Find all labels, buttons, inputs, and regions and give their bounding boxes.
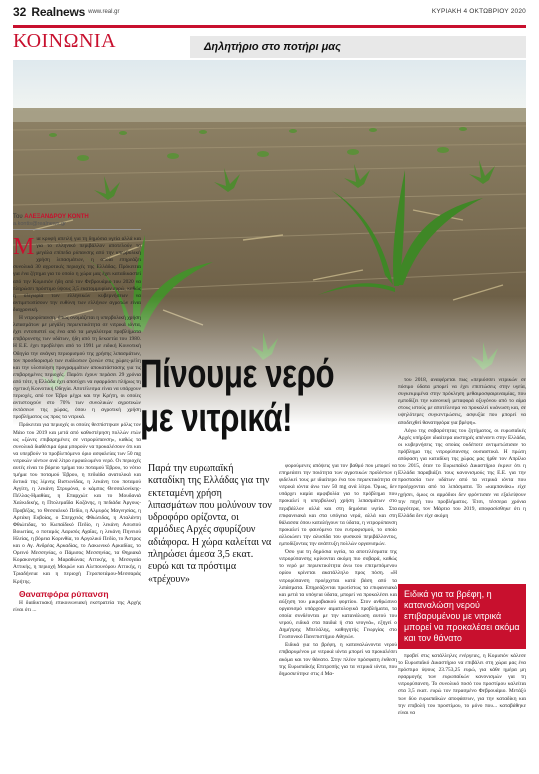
headline-line-2: με νιτρικά! <box>140 396 293 440</box>
site-url: www.real.gr <box>88 9 120 15</box>
section-tag-text: Δηλητήριο στο ποτήρι μας <box>204 41 341 53</box>
article-column-2 <box>279 463 397 763</box>
section-tag <box>190 36 526 58</box>
page-number: 32 <box>13 5 27 19</box>
byline-prefix: Του <box>13 214 23 220</box>
subheading: Θαναπφόρα ρύπανση <box>19 588 109 599</box>
pull-quote-text: Ειδικά για τα βρέφη, η καταναλώση νερού επιβαρυμένου με νιτρικά μπορεί να προκαλέσει ακόμα και τον θάνατο <box>404 589 520 643</box>
lead-paragraph <box>13 236 141 314</box>
byline <box>13 214 89 220</box>
section-title: ΚΟΙΝΩΝΙΑ <box>13 30 117 52</box>
pull-quote <box>398 584 526 649</box>
headline-line-1: Πίνουμε νερό <box>140 352 335 396</box>
article-column-1 <box>13 236 141 762</box>
brand-logo: Realnews <box>31 5 86 19</box>
author-email: a.kontis@realnews.gr <box>13 221 66 227</box>
article-column-right-top <box>398 377 526 580</box>
section-rule <box>13 25 526 28</box>
paragraph: Ειδικά για τα βρέφη, η καταναλώνοντα νερού επιβαρυμένου με νιτρικά ιόντα μπορεί να προκαλέσει ακόμα και τον θάνατο. Στην πλέον πρόσφατη έκθεση της Ευρωπαϊκής Επιτροπής για τα νιτρικά ιόντα, που δημοσιεύτηκε στις 4 Μα- <box>279 642 397 677</box>
issue-date: ΚΥΡΙΑΚΗ 4 ΟΚΤΩΒΡΙΟΥ 2020 <box>431 8 526 15</box>
paragraph: Όσο για τη δημόσια υγεία, τα αποτελέσματα της νιτρορύπανσης κρίνονται ακόμη πιο σοβαρά, καθώς το νερό με περιεκτικότητα άνω του επιτρεπόμενου ορίου κρίνεται ακατάλληλο προς πόση. «Η νιτρορύπανση προέρχεται κατά βάση από τα λιπάσματα. Επηρεάζονται πρωτίστως τα επιφανειακά και μετά τα υπόγεια ύδατα, μπορεί να προκαλέσει και αύξηση του μικροβιακού φορτίου. Στον ανθρώπινο οργανισμό υπάρχουν αιματολογικά προβλήματα, τα οποία συνδέονται με την κατανάλωση αυτού του νερού, ειδικά στα παιδιά ή στα νεογνά», εξηγεί ο Δημήτρης Μπελάλης, καθηγητής Γεωργίας στο Γεωπονικό Πανεπιστήμιο Αθηνών. <box>279 549 397 641</box>
standfirst: Παρά την ευρωπαϊκή καταδίκη της Ελλάδας για την εκτεταμένη χρήση λιπασμάτων που μολύνουν τον υδροφόρο ορίζοντα, οι αρμόδιες Αρχές σφυρίζουν αδιάφορα. Η χώρα καλείται να πληρώσει άμεσα 3,5 εκατ. ευρώ και τα πρόστιμα «τρέχουν» <box>148 463 272 585</box>
paragraph: Η νιτρορύπανση, όπως ονομάζεται η υπερβολική χρήση λιπασμάτων με μεγάλη περιεκτικότητα σε νιτρικά ιόντα, έχει εντοπιστεί ως ένα από τα μεγαλύτερα προβλήματα επιβάρυνσης των υδάτων, ήδη από τη δεκαετία του 1980. Η Ε.Ε. έχει προβλέψει από το 1991 με ειδική Κοινοτική Οδηγία την ανάγκη περιορισμού της χρήσης λιπασμάτων, τον προσδιορισμό των ευάλωτων ζωνών στις χώρες-μέλη και την υλοποίηση προγραμμάτων αποκατάστασης για τις επιβαρημένες περιοχές. Παρότι έχουν περάσει 29 χρόνια από τότε, η Ελλάδα έχει αποτύχει να εφαρμόσει πλήρως τη σχετική Κοινοτική Οδηγία. Αποτέλεσμα είναι να υπάρχουν περιοχές, από τον Έβρο μέχρι και την Κρήτη, οι οποίες αντιστοιχούν στο 70% των συνολικών αγροτικών εκτάσεων της χώρας, όπου η αγροτική χρήση προβλήματος ως προς τα νιτρικά. <box>13 315 141 421</box>
paragraph: φορούμενες απόψεις για τον βαθμό που μπορεί να επηρεάσει την ποιότητα των αγροτικών προϊόντων η φιδελκεί τους με ιδιαίτερο ένα του περιεκτικότητα σε νιτρικά ιόντα άνω των 50 mg ανά λίτρο. Όμως, δεν υπάρχει καμία αμφιβολία για το πρόβλημα που προκαλεί η υπερβολική χρήση λιπασμάτων στο περιβάλλον αλλά και στη δημόσια υγεία. Στα επιφανειακά και στα υπόγεια νερά, αλλά και στη θάλασσα όπου καταλήγουν τα ύδατα, η νιτρορύπανση προκαλεί το φαινόμενο του ευτροφισμού, το οποίο αλλοιώνει την αλυσίδα του φυσικού περιβάλλοντος, εμποδίζοντας την ανάπτυξη πολλών οργανισμών. <box>279 463 397 548</box>
paragraph: Η διαδικτυακή επικοινωνιακή εκστρατεία της Αρχής είναι ότι ... <box>13 599 141 613</box>
paragraph: προβεί στις κατάλληλες ενέργειες, η Κομισιόν κάλεσε το Ευρωπαϊκό Δικαστήριο να επιβάλει στη χώρα μας ένα πρόστιμο ύψους 23.753,25 ευρώ, για κάθε ημέρα μη εφαρμογής των ευρωπαϊκών κανονισμών για τη νιτρορύπανση. Το συνολικό ποσό του προστίμου καλείται στα 3,5 εκατ. ευρώ τον περασμένο Φεβρουάριο. Μετάξύ των δύο ευρωπαϊκών αποφάσεων, για την καταδίκη και την επιβολή του προστίμου, το μόνο που... καταβάθηκε είναι να <box>398 653 526 716</box>
dropcap: Μ <box>13 236 35 260</box>
paragraph: του 2018, αναφέρεται πως «περιόσσει νιτρικών σε πόσιμο ύδατα μπορεί να έχει επιπτώσεις στην υγεία, συγκεκριμένα στην πρόκληση μεθαιμοσφαιριναιμίας, που εμποδίζει την κανονική μεταφορά οξυγόνου από το αίμα στους ιστούς με αποτέλεσμα να προκαλεί κυάνωση και, σε υψηλότερες συγκεντρώσεις, ασφυξία που μπορεί να αποδειχθεί θανατηφόρα για βρέφη». <box>398 377 526 426</box>
headline <box>140 352 341 440</box>
article-column-right-bottom <box>398 653 526 763</box>
paragraph: Πρόκειται για περιοχές οι οποίες θεσπίστηκαν μόλις τον Μάιο του 2019 και μετά από καθυστέρηση πολλών ετών ως «ζώνες επιβαρημένες σε νιτρορύπανση», καθώς τα συνολικά διαθέσιμα όρια μπορούν να προκαλέσουν ότι και να υπερβούν το προβλεπόμενο όριο ασφαλείας των 50 mg νιτρικών ιόντων ανά λίτρο εμφιαλωμένο νερό. Οι περιοχές αυτές είναι το βόρειο τμήμα του ποταμού Έβρου, το νότιο τμήμα του ποταμού Έβρου, η πεδιάδα ανατολικά και δυτικά της λίμνης Βιστωνίδας, η λεκάνη του ποταμού Αγγίτη, η λεκάνη Στρυμόνα, ο κάμπος Θεσσαλονίκης-Πέλλας-Ημαθίας, η Επαρχιώτ και το Μουδανιά Χαλκιδικής, η Πτολεμαΐδα Κοζάνης, η πεδιάδα Άργους-Προβέζας, το Θεσσαλικό Πεδίο, η Αλμυρός Μαγνησίας, η Αρτάκη Ευβοίας, ο Σπερχειός Φθιώτιδας, η Αταλάντη Φθιώτιδας, το Κωπαϊδικό Πεδίο, η λεκάνη Ασωπού Βοιωτίας, ο ποταμός Λαρισός Αχαΐας, η λεκάνη Πηνειού Ηλείας, η βόρεια Κορινθία, το Αργολικό Πεδίο, το Άστρος και ο Αγ. Ανδρέας Αρκαδίας, το Λακωνικό Αρκαδίας, το Ορεινό Μεσσηνίας, ο Πάμισος Μεσσηνίας, τα Θηριακά Κορακονησίας, ο Μαραθώνας Αττικής, η Μεσογαία Αττικής, η περιοχή Μοιρών και Αλεπουνόρου Αττικής, η Τριαδήνεια και η περιοχή Γεροποτάμου-Μεσσαράς Κρήτης. <box>13 422 141 585</box>
paragraph: Λόγω της σοβαρότητας του ζητήματος, οι ευρωπαϊκές Αρχές υπήρξαν ιδιαίτερα αυστηρές απέναντι στην Ελλάδα, οι κυβερνήσεις της οποίας ουδέποτε αντιμετώπισαν το πρόβλημα της νιτρορύπανσης ουσιαστικά. Η πρώτη απόφαση για καταδίκη της χώρας μας ήρθε τον Απρίλιο του 2015, όταν το Ευρωπαϊκό Δικαστήριο έκρινε ότι η Ελλάδα παραβιάζει τους κανονισμούς της Ε.Ε. για την προστασία των υδάτων από τα νιτρικά ιόντα που προέρχονται από τα λιπάσματα. Το «καμπανάκι» είχε ηχήσει, όμως οι αρμόδιοι δεν φρόντισαν να εξαλείψουν την πηγή του προβλήματος. Έτσι, τέσσερα χρόνια αργότερα, τον Μάρτιο του 2019, αποφασίσθηκε ότι η Ελλάδα δεν είχε ακόμη <box>398 427 526 519</box>
lead-text: ια κρυφή απειλή για τη δημόσια υγεία αλλά και για το ελληνικό περιβάλλον αποτελούν τα μεγάλα επίπεδα ρύπανσης από την υπερβολική χρήση λιπασμάτων, η οποία επηρεάζει συνολικά 30 αγροτικές περιοχές της Ελλάδας. Πρόκειται για ένα ζήτημα για το οποίο η χώρα μας έχει καταδικαστεί από την Κομισιόν ήδη από τον Φεβρουάριο του 2020 να πληρώσει πρόστιμο ύψους 3,5 εκατομμυρίων ευρώ, καθώς η ολιγωρία των ελληνικών κυβερνήσεων να αντιμετωπίσουν την ευθύνη των ελλήνων αγροτών είναι διαχρονική. <box>13 236 141 313</box>
author-name: ΑΛΕΞΑΝΔΡΟΥ ΚΟΝΤΗ <box>24 214 89 220</box>
byline-divider <box>13 229 141 230</box>
